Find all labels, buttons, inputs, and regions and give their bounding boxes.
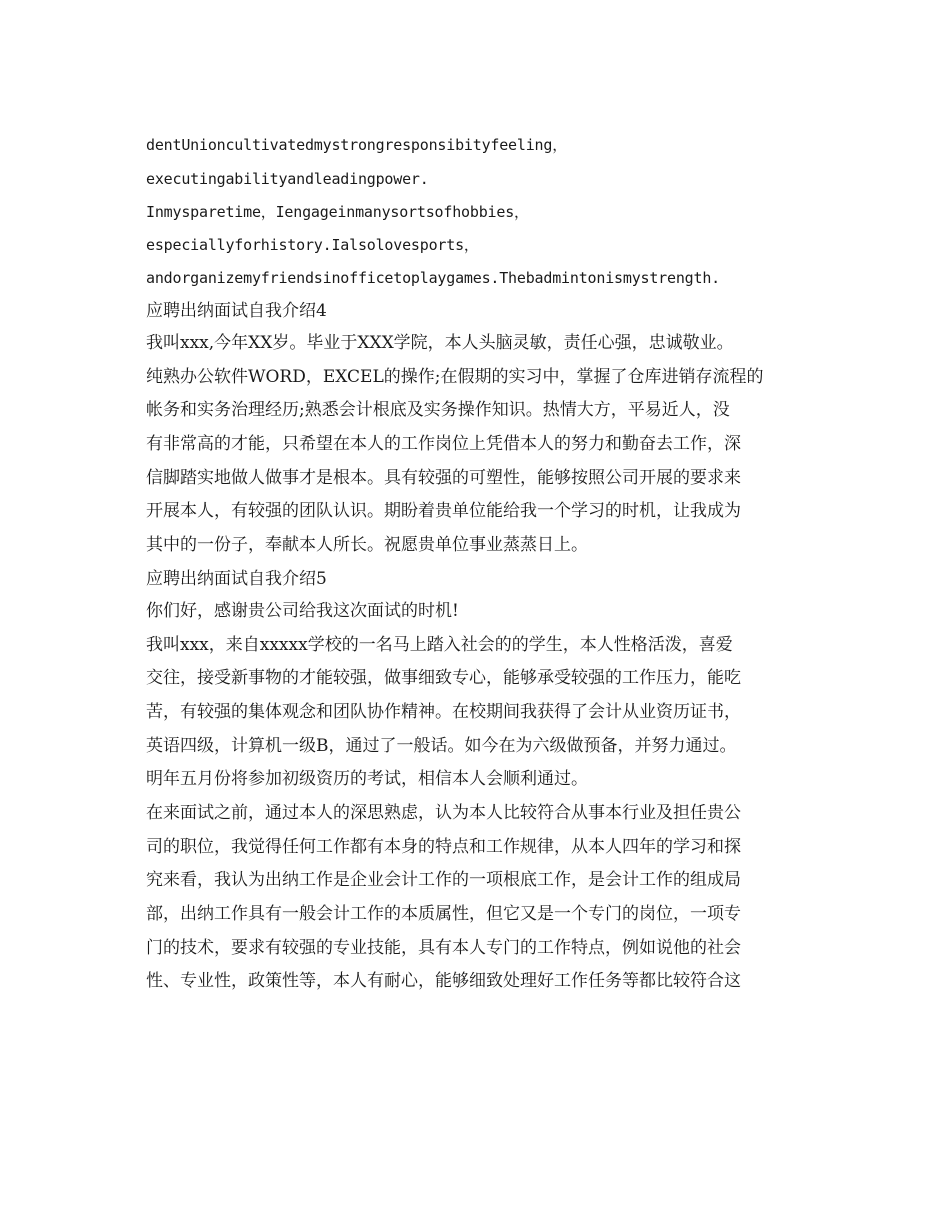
paragraph-line: 纯熟办公软件WORD，EXCEL的操作;在假期的实习中，掌握了仓库进销存流程的 <box>146 366 764 387</box>
paragraph-line: 信脚踏实地做人做事才是根本。具有较强的可塑性，能够按照公司开展的要求来 <box>146 467 741 488</box>
paragraph-line: 英语四级，计算机一级B，通过了一般话。如今在为六级做预备，并努力通过。 <box>146 735 737 756</box>
section-heading-5: 应聘出纳面试自我介绍5 <box>146 568 327 589</box>
english-line: executingabilityandleadingpower. <box>146 170 429 188</box>
paragraph-line: 我叫xxx,今年XX岁。毕业于XXX学院，本人头脑灵敏，责任心强，忠诚敬业。 <box>146 333 734 353</box>
english-line: andorganizemyfriendsinofficetoplaygames.Thebadmintonismystrength. <box>146 269 720 287</box>
paragraph-line: 司的职位，我觉得任何工作都有本身的特点和工作规律，从本人四年的学习和探 <box>146 836 741 857</box>
english-line: especiallyforhistory.Ialsolovesports， <box>146 236 479 254</box>
section-heading-4: 应聘出纳面试自我介绍4 <box>146 301 327 321</box>
paragraph-line: 性、专业性，政策性等，本人有耐心，能够细致处理好工作任务等都比较符合这 <box>146 971 741 992</box>
paragraph-line: 我叫xxx，来自xxxxx学校的一名马上踏入社会的的学生，本人性格活泼，喜爱 <box>146 634 733 655</box>
paragraph-line: 帐务和实务治理经历;熟悉会计根底及实务操作知识。热情大方，平易近人，没 <box>146 400 730 421</box>
paragraph-line: 究来看，我认为出纳工作是企业会计工作的一项根底工作，是会计工作的组成局 <box>146 870 741 891</box>
paragraph-line: 部，出纳工作具有一般会计工作的本质属性，但它又是一个专门的岗位，一项专 <box>146 904 741 924</box>
paragraph-line: 其中的一份子，奉献本人所长。祝愿贵单位事业蒸蒸日上。 <box>146 535 588 556</box>
paragraph-line: 苦，有较强的集体观念和团队协作精神。在校期间我获得了会计从业资历证书， <box>146 701 741 722</box>
english-line: dentUnioncultivatedmystrongresponsibityfeeling， <box>146 136 568 154</box>
paragraph-line: 门的技术，要求有较强的专业技能，具有本人专门的工作特点，例如说他的社会 <box>146 937 741 958</box>
paragraph-line: 交往，接受新事物的才能较强，做事细致专心，能够承受较强的工作压力，能吃 <box>146 668 741 689</box>
paragraph-line: 你们好，感谢贵公司给我这次面试的时机! <box>146 600 459 621</box>
paragraph-line: 有非常高的才能，只希望在本人的工作岗位上凭借本人的努力和勤奋去工作，深 <box>146 434 741 455</box>
english-line: Inmysparetime，Iengageinmanysortsofhobbies， <box>146 203 529 221</box>
document-body <box>146 128 806 999</box>
paragraph-line: 在来面试之前，通过本人的深思熟虑，认为本人比较符合从事本行业及担任贵公 <box>146 802 741 823</box>
paragraph-line: 明年五月份将参加初级资历的考试，相信本人会顺利通过。 <box>146 769 588 790</box>
paragraph-line: 开展本人，有较强的团队认识。期盼着贵单位能给我一个学习的时机，让我成为 <box>146 501 741 522</box>
